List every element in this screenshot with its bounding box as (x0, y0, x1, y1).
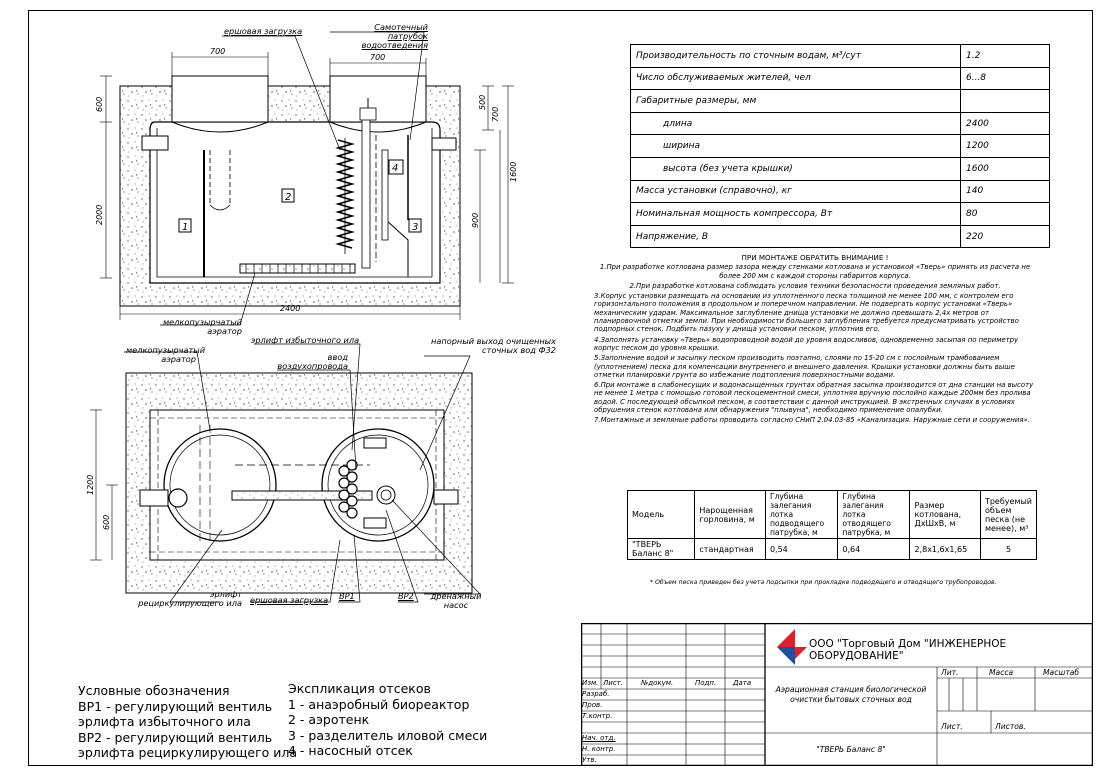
spec-label: Производительность по сточным водам, м³/сут (631, 45, 961, 68)
sheet-label: Лист. (941, 722, 963, 731)
model-table-header (628, 491, 1037, 539)
spec-value: 1200 (961, 135, 1050, 158)
col-model: Модель (628, 491, 695, 539)
note-item: 1.При разработке котлована размер зазора между стенками котлована и установкой «Тверь» принять из расчета не более 200 мм с каждой стороны габаритов корпуса. (599, 263, 1031, 280)
spec-table (630, 44, 1050, 248)
row-prov: Пров. (582, 701, 603, 709)
spec-value: 2400 (961, 112, 1050, 135)
label-aerator-plan: мелкопузырчатый аэратор (126, 345, 206, 364)
spec-label: Номинальная мощность компрессора, Вт (631, 203, 961, 226)
legend-line: BP1 - регулирующий вентиль (78, 698, 273, 714)
mass-label: Масса (989, 668, 1014, 677)
dim-2000: 2000 (95, 204, 104, 225)
spec-row (631, 45, 1050, 68)
col-list: Лист. (603, 679, 623, 687)
label-outlet-pipe: Самотечный патрубок водоотведения (361, 22, 428, 50)
label-drain-pump: дренажный насос (430, 591, 482, 610)
legend-title: Условные обозначения (78, 683, 230, 698)
spec-row (631, 180, 1050, 203)
spec-value: 1600 (961, 157, 1050, 180)
spec-value (961, 90, 1050, 113)
spec-value: 220 (961, 225, 1050, 248)
spec-value: 80 (961, 203, 1050, 226)
label-airlift-excess: эрлифт избыточного ила (250, 335, 360, 345)
row-razrab: Разраб. (582, 690, 610, 698)
col-sign: Подп. (695, 679, 717, 687)
company-logo (777, 629, 807, 665)
spec-row (631, 67, 1050, 90)
spec-label: Масса установки (справочно), кг (631, 180, 961, 203)
note-item: 6.При монтаже в слабонесущих и водонасыщенных грунтах обратная засыпка производится от дна станции на высоту не менее 1 метра с помощью готовой пескоцементной смеси, уплотняя вручную послойно каждые 200мм без пролива водой. С последующей обсыпкой песком, в соответствии с данной инструкцией. В экстренных случаях в условиях обрушения стенок котлована или обнаружения "плывуна", необходимо применение опалубки. (594, 381, 1034, 415)
dim-2400: 2400 (280, 304, 301, 313)
col-neck: Нарощенная горловина, м (695, 491, 766, 539)
spec-row (631, 90, 1050, 113)
note-item: 5.Заполнение водой и засыпку песком производить поэтапно, слоями по 15-20 см с послойным трамбованием (уплотнением) песка для компенсации внутреннего и внешнего давления. Крышки установки должны быть выше отметки планировки грунта во избежание подтопления поверхностными водами. (594, 354, 1015, 379)
spec-row (631, 112, 1050, 135)
dim-1200: 1200 (86, 474, 95, 495)
col-pit-size: Размер котлована, ДхШхВ, м (910, 491, 981, 539)
spec-value: 140 (961, 180, 1050, 203)
label-bp1: BP1 (339, 591, 355, 601)
explication-line: 2 - аэротенк (288, 712, 370, 727)
dim-700-v: 700 (491, 106, 500, 122)
dim-600: 600 (95, 96, 104, 112)
cell-inlet-depth: 0,54 (765, 539, 837, 560)
label-airlift-recirc: эрлифт рециркулирующего ила (138, 589, 242, 608)
model-table-footnote: * Объем песка приведен без учета подсыпки при прокладке подводящего и отводящего трубопроводов. (650, 579, 997, 586)
explication (288, 681, 487, 759)
dim-1600: 1600 (509, 161, 518, 182)
explication-line: 3 - разделитель иловой смеси (288, 727, 488, 743)
compartment-4-label: 4 (392, 163, 399, 174)
plan-view-drawing (0, 340, 600, 630)
col-outlet-depth: Глубина залегания лотка отводящего патрубка, м (838, 491, 910, 539)
cell-neck: стандартная (695, 539, 766, 560)
cell-model: "ТВЕРЬ Баланс 8" (628, 539, 695, 560)
spec-row (631, 135, 1050, 158)
spec-label: высота (без учета крышки) (631, 157, 961, 180)
spec-row (631, 225, 1050, 248)
row-nachotd: Нач. отд. (582, 734, 616, 742)
label-aerator-top: мелкопузырчатый аэратор (162, 317, 242, 336)
spec-label: Напряжение, В (631, 225, 961, 248)
explication-line: 4 - насосный отсек (288, 743, 413, 758)
doc-title: Аэрационная станция биологической очистки бытовых сточных вод (775, 685, 927, 704)
row-utv: Утв. (582, 756, 597, 764)
legend-line: эрлифта избыточного ила (78, 714, 251, 729)
note-item: 7.Монтажные и земляные работы проводить согласно СНиП 2.04.03-85 «Канализация. Наружные сети и сооружения». (594, 416, 1030, 425)
dim-700-left: 700 (210, 47, 226, 56)
lit-label: Лит. (941, 668, 959, 677)
scale-label: Масштаб (1043, 668, 1080, 677)
dim-600-plan: 600 (102, 514, 111, 530)
cell-pit-size: 2,8х1,6х1,65 (910, 539, 981, 560)
label-air-inlet: ввод воздухопровода (277, 352, 348, 371)
label-brush-load-plan: ершовая загрузка (250, 595, 329, 605)
side-section-drawing (0, 0, 600, 345)
label-bp2: BP2 (398, 591, 414, 601)
col-izm: Изм. (582, 679, 599, 687)
legend (78, 683, 297, 761)
dim-700-right: 700 (370, 53, 386, 62)
col-date: Дата (733, 679, 752, 687)
label-brush-load-top: ершовая загрузка (224, 26, 303, 36)
spec-label: Габаритные размеры, мм (631, 90, 961, 113)
row-tkontr: Т.контр. (582, 712, 613, 720)
col-inlet-depth: Глубина залегания лотка подводящего патрубка, м (765, 491, 837, 539)
col-sand: Требуемый объем песка (не менее), м³ (980, 491, 1036, 539)
company-name: ООО "Торговый Дом "ИНЖЕНЕРНОЕ ОБОРУДОВАНИЕ" (809, 638, 1007, 662)
spec-label: длина (631, 112, 961, 135)
label-pressure-outlet: напорный выход очищенных сточных вод Ф32 (430, 336, 556, 355)
product-name: "ТВЕРЬ Баланс 8" (816, 745, 886, 754)
spec-label: ширина (631, 135, 961, 158)
title-block (581, 623, 1093, 766)
dim-900: 900 (471, 212, 480, 228)
explication-line: 1 - анаэробный биореактор (288, 696, 470, 712)
compartment-2-label: 2 (285, 192, 292, 203)
note-item: 4.Заполнять установку «Тверь» водопроводной водой до уровня водосливов, одновременно засыпая по периметру корпус песком до уровня крышки. (594, 335, 1019, 352)
notes-title: ПРИ МОНТАЖЕ ОБРАТИТЬ ВНИМАНИЕ ! (741, 253, 889, 262)
explication-title: Экспликация отсеков (288, 681, 431, 696)
compartment-3-label: 3 (412, 222, 419, 233)
note-item: 2.При разработке котлована соблюдать условия техники безопасности проведения земляных работ. (629, 281, 1001, 290)
cell-sand: 5 (980, 539, 1036, 560)
aerator-tube (240, 264, 355, 273)
dim-500: 500 (478, 94, 487, 110)
spec-row (631, 203, 1050, 226)
spec-row (631, 157, 1050, 180)
installation-notes (594, 254, 1036, 427)
col-doc: №докум. (641, 679, 674, 687)
row-nkontr: Н. контр. (582, 745, 616, 753)
legend-line: BP2 - регулирующий вентиль (78, 729, 273, 745)
sheets-label: Листов. (995, 722, 1026, 731)
note-item: 3.Корпус установки размещать на основании из уплотненного песка толщиной не менее 100 мм, с контролем его горизонтального положения в продольном и поперечном направлении. Не подвергать корпус установки «Тверь» механическим ударам. Максимальное заглубление днища установки не должно превышать 2,4х метров от планировочной отметки земли. При необходимости большего заглубления требуется предусматривать устройство подпорных стенок. Подбить пазуху у днища установки песком, уплотнив его. (594, 292, 1019, 334)
cell-outlet-depth: 0,64 (838, 539, 910, 560)
legend-line: эрлифта рециркулирующего ила (78, 745, 298, 760)
spec-label: Число обслуживаемых жителей, чел (631, 67, 961, 90)
spec-value: 1.2 (961, 45, 1050, 68)
spec-value: 6...8 (961, 67, 1050, 90)
model-table (627, 490, 1037, 560)
model-table-row (628, 539, 1037, 560)
compartment-1-label: 1 (182, 222, 189, 233)
